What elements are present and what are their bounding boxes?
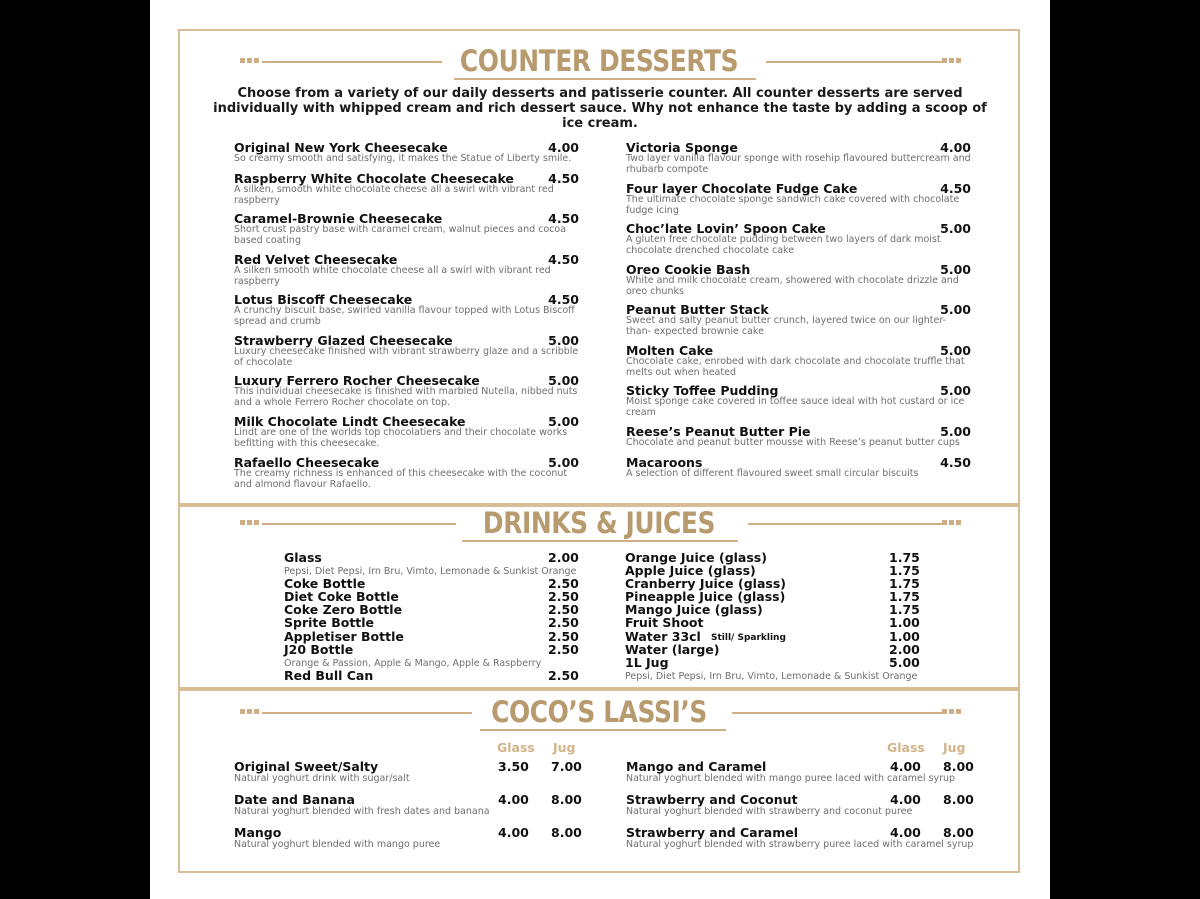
dessert-price: 5.00 [940, 343, 971, 358]
jug-drink-options: Pepsi, Diet Pepsi, Irn Bru, Vimto, Lemonade & Sunkist Orange [625, 671, 918, 682]
dessert-name: Original New York Cheesecake [234, 140, 448, 155]
dessert-item [234, 334, 579, 368]
drink-name: Red Bull Can [284, 668, 374, 683]
dessert-name: Luxury Ferrero Rocher Cheesecake [234, 373, 480, 388]
lassi-name: Date and Banana [234, 792, 355, 807]
dessert-price: 4.00 [548, 140, 579, 155]
ornament-rule-right [732, 712, 942, 714]
drink-price: 1.00 [889, 615, 920, 630]
dessert-name: Red Velvet Cheesecake [234, 252, 398, 267]
lassi-jug-price: 8.00 [551, 825, 582, 840]
dessert-name: Lotus Biscoff Cheesecake [234, 292, 413, 307]
lassi-jug-header-left: Jug [553, 740, 576, 755]
dessert-description: A silken, smooth white chocolate cheese all a swirl with vibrant red raspberry [234, 184, 554, 206]
dessert-item [234, 141, 579, 165]
dessert-description: Sweet and salty peanut butter crunch, layered twice on our lighter-than- expected brownie cake [626, 315, 947, 337]
dessert-item [626, 222, 971, 256]
dessert-description: Luxury cheesecake finished with vibrant strawberry glaze and a scribble of chocolate [234, 346, 579, 368]
dessert-name: Victoria Sponge [626, 140, 738, 155]
drink-price: 2.50 [548, 589, 579, 604]
dessert-item [626, 182, 971, 216]
drink-price: 2.00 [889, 642, 920, 657]
dessert-price: 4.50 [548, 252, 579, 267]
drink-name: Glass [284, 550, 322, 565]
lassi-jug-price: 8.00 [551, 792, 582, 807]
lassi-item [626, 826, 976, 850]
dessert-item [234, 172, 579, 206]
lassi-item [626, 793, 976, 817]
lassi-glass-price: 4.00 [498, 792, 529, 807]
lassi-jug-price: 8.00 [943, 825, 974, 840]
drink-price: 1.75 [889, 576, 920, 591]
section-title-counter-desserts: COUNTER DESSERTS [459, 44, 739, 78]
drink-price: 1.75 [889, 550, 920, 565]
dessert-description: A silken smooth white chocolate cheese all a swirl with vibrant red raspberry [234, 265, 551, 287]
dessert-price: 5.00 [548, 333, 579, 348]
dessert-name: Choc’late Lovin’ Spoon Cake [626, 221, 826, 236]
lassi-glass-price: 4.00 [890, 792, 921, 807]
drinks-header [178, 505, 1020, 545]
ornament-dots-right [942, 709, 964, 715]
lassi-jug-price: 8.00 [943, 759, 974, 774]
title-underline [454, 78, 756, 80]
lassi-glass-price: 4.00 [890, 825, 921, 840]
lassi-description: Natural yoghurt blended with mango puree laced with caramel syrup [626, 773, 956, 784]
drink-price: 2.50 [548, 642, 579, 657]
dessert-price: 5.00 [940, 383, 971, 398]
dessert-price: 5.00 [940, 262, 971, 277]
counter-intro: Choose from a variety of our daily desserts and patisserie counter. All counter desserts are served individually with whipped cream and rich dessert sauce. Why not enhance the taste by adding a scoop of ice cream. [213, 86, 987, 131]
drink-price: 2.50 [548, 576, 579, 591]
dessert-price: 4.50 [940, 181, 971, 196]
lassi-header [178, 694, 1020, 734]
dessert-item [234, 253, 579, 287]
drink-price: 2.00 [548, 550, 579, 565]
dessert-description: Two layer vanilla flavour sponge with rosehip flavoured buttercream and rhubarb compote [626, 153, 971, 175]
dessert-item [626, 263, 971, 297]
dessert-item [234, 456, 579, 490]
lassi-name: Strawberry and Coconut [626, 792, 798, 807]
dessert-name: Raspberry White Chocolate Cheesecake [234, 171, 514, 186]
dessert-price: 4.50 [548, 292, 579, 307]
dessert-price: 5.00 [548, 373, 579, 388]
counter-desserts-header [178, 43, 1020, 83]
dessert-name: Oreo Cookie Bash [626, 262, 751, 277]
dessert-description: Lindt are one of the worlds top chocolatiers and their chocolate works befitting with this cheesecake. [234, 427, 568, 449]
ornament-dots-right [942, 58, 964, 64]
drink-price: 1.75 [889, 589, 920, 604]
lassi-glass-header-left: Glass [497, 740, 535, 755]
dessert-price: 4.50 [548, 171, 579, 186]
dessert-name: Sticky Toffee Pudding [626, 383, 779, 398]
dessert-price: 4.00 [940, 140, 971, 155]
title-underline [462, 540, 738, 542]
dessert-description: Moist sponge cake covered in toffee sauce ideal with hot custard or ice cream [626, 396, 965, 418]
drink-price: 2.50 [548, 629, 579, 644]
dessert-item [626, 141, 971, 175]
dessert-item [626, 303, 971, 337]
section-title-drinks: DRINKS & JUICES [482, 506, 716, 540]
dessert-description: A gluten free chocolate pudding between two layers of dark moist chocolate drenched chocolate cake [626, 234, 941, 256]
dessert-name: Rafaello Cheesecake [234, 455, 380, 470]
dessert-name: Molten Cake [626, 343, 714, 358]
lassi-glass-price: 3.50 [498, 759, 529, 774]
title-underline [480, 729, 726, 731]
drink-price: 1.00 [889, 629, 920, 644]
dessert-name: Caramel-Brownie Cheesecake [234, 211, 443, 226]
dessert-price: 4.50 [940, 455, 971, 470]
dessert-name: Macaroons [626, 455, 703, 470]
lassi-description: Natural yoghurt blended with mango puree [234, 839, 441, 850]
dessert-name: Milk Chocolate Lindt Cheesecake [234, 414, 466, 429]
drink-price: 5.00 [889, 655, 920, 670]
dessert-name: Strawberry Glazed Cheesecake [234, 333, 453, 348]
dessert-item [626, 384, 971, 418]
drink-name: Sprite Bottle [284, 615, 375, 630]
dessert-description: The creamy richness is enhanced of this cheesecake with the coconut and almond flavour Rafaello. [234, 468, 568, 490]
dessert-name: Reese’s Peanut Butter Pie [626, 424, 811, 439]
lassi-description: Natural yoghurt drink with sugar/salt [234, 773, 410, 784]
drink-name: Water (large) [625, 642, 720, 657]
dessert-name: Peanut Butter Stack [626, 302, 769, 317]
dessert-description: So creamy smooth and satisfying, it makes the Statue of Liberty smile. [234, 153, 572, 164]
dessert-description: A selection of different flavoured sweet small circular biscuits [626, 468, 919, 479]
drink-price: 1.75 [889, 602, 920, 617]
dessert-item [234, 415, 579, 449]
section-title-lassi: COCO’S LASSI’S [491, 695, 707, 729]
dessert-price: 5.00 [940, 424, 971, 439]
lassi-glass-price: 4.00 [890, 759, 921, 774]
dessert-description: Short crust pastry base with caramel cream, walnut pieces and cocoa based coating [234, 224, 567, 246]
drink-name: Mango Juice (glass) [625, 602, 763, 617]
dessert-price: 4.50 [548, 211, 579, 226]
drink-price: 2.50 [548, 615, 579, 630]
lassi-description: Natural yoghurt blended with strawberry puree laced with caramel syrup [626, 839, 974, 850]
water-options: Still/ Sparkling [711, 633, 786, 643]
glass-drink-options: Pepsi, Diet Pepsi, Irn Bru, Vimto, Lemonade & Sunkist Orange [284, 566, 577, 577]
lassi-name: Original Sweet/Salty [234, 759, 379, 774]
drink-name: Apple Juice (glass) [625, 563, 756, 578]
drink-price: 2.50 [548, 668, 579, 683]
dessert-item [234, 374, 579, 408]
lassi-description: Natural yoghurt blended with fresh dates and banana [234, 806, 490, 817]
drink-name: Pineapple Juice (glass) [625, 589, 786, 604]
lassi-jug-header-right: Jug [943, 740, 966, 755]
drink-name: Fruit Shoot [625, 615, 704, 630]
dessert-description: White and milk chocolate cream, showered with chocolate drizzle and oreo chunks [626, 275, 959, 297]
drink-price: 1.75 [889, 563, 920, 578]
drink-name: Diet Coke Bottle [284, 589, 399, 604]
lassi-item [626, 760, 976, 784]
dessert-description: The ultimate chocolate sponge sandwich cake covered with chocolate fudge icing [626, 194, 960, 216]
lassi-item [234, 793, 584, 817]
drink-name: Coke Zero Bottle [284, 602, 403, 617]
dessert-item [626, 425, 971, 449]
dessert-item [626, 456, 971, 480]
drink-name: Cranberry Juice (glass) [625, 576, 786, 591]
dessert-name: Four layer Chocolate Fudge Cake [626, 181, 858, 196]
dessert-description: Chocolate and peanut butter mousse with Reese’s peanut butter cups [626, 437, 960, 448]
dessert-description: A crunchy biscuit base, swirled vanilla flavour topped with Lotus Biscoff spread and crumb [234, 305, 575, 327]
ornament-dots-right [942, 520, 964, 526]
drink-price: 2.50 [548, 602, 579, 617]
drink-name: Water 33cl [625, 629, 701, 644]
dessert-price: 5.00 [548, 455, 579, 470]
lassi-item [234, 826, 584, 850]
ornament-rule-right [766, 61, 942, 63]
lassi-name: Mango and Caramel [626, 759, 767, 774]
lassi-glass-header-right: Glass [887, 740, 925, 755]
dessert-description: This individual cheesecake is finished with marbled Nutella, nibbed nuts and a whole Ferrero Rocher chocolate on top. [234, 386, 578, 408]
dessert-price: 5.00 [548, 414, 579, 429]
lassi-name: Mango [234, 825, 282, 840]
dessert-item [234, 212, 579, 246]
dessert-description: Chocolate cake, enrobed with dark chocolate and chocolate truffle that melts out when heated [626, 356, 965, 378]
dessert-price: 5.00 [940, 221, 971, 236]
dessert-price: 5.00 [940, 302, 971, 317]
drink-name: Coke Bottle [284, 576, 366, 591]
ornament-rule-right [748, 523, 942, 525]
lassi-name: Strawberry and Caramel [626, 825, 799, 840]
drink-name: 1L Jug [625, 655, 669, 670]
drink-name: J20 Bottle [284, 642, 354, 657]
lassi-jug-price: 7.00 [551, 759, 582, 774]
dessert-item [234, 293, 579, 327]
j20-flavour-options: Orange & Passion, Apple & Mango, Apple & Raspberry [284, 658, 542, 669]
dessert-item [626, 344, 971, 378]
lassi-glass-price: 4.00 [498, 825, 529, 840]
lassi-description: Natural yoghurt blended with strawberry and coconut puree [626, 806, 913, 817]
lassi-item [234, 760, 584, 784]
drink-name: Appletiser Bottle [284, 629, 404, 644]
drink-name: Orange Juice (glass) [625, 550, 767, 565]
lassi-jug-price: 8.00 [943, 792, 974, 807]
